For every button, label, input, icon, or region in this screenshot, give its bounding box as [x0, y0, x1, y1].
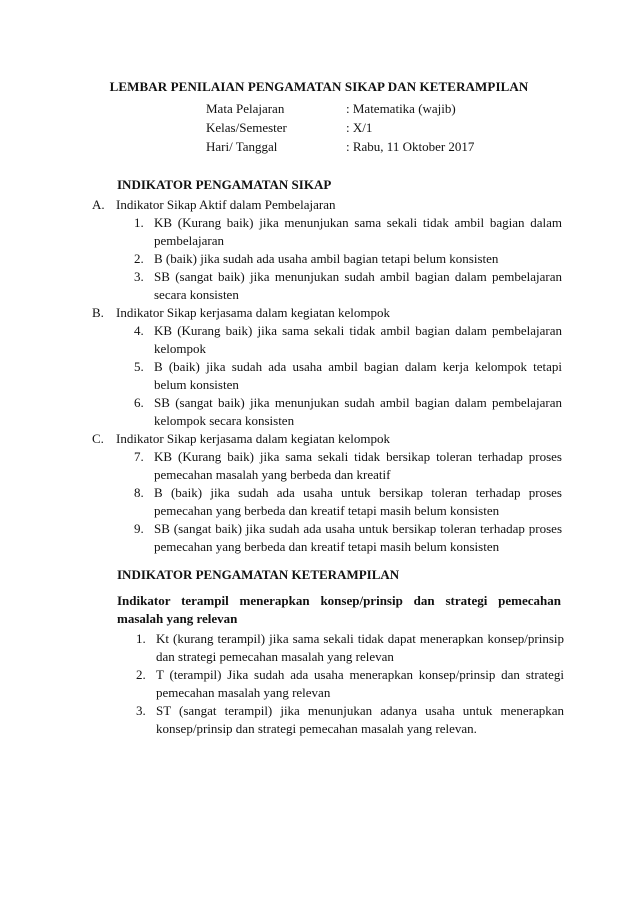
list-item [134, 358, 572, 394]
section-title: Indikator Sikap Aktif dalam Pembelajaran [116, 197, 336, 212]
meta-row-subject [206, 100, 474, 119]
item-number: 7. [134, 449, 144, 464]
item-text: SB (sangat baik) jika menunjukan sudah ambil bagian dalam pembelajaran secara konsisten [154, 269, 562, 302]
section-letter: C. [92, 431, 104, 446]
sikap-heading: INDIKATOR PENGAMATAN SIKAP [117, 177, 332, 192]
item-text: B (baik) jika sudah ada usaha untuk bersikap toleran terhadap proses pemecahan yang berbeda dan kreatif tetapi masih belum konsisten [154, 485, 562, 518]
item-number: 1. [134, 215, 144, 230]
list-item [134, 448, 572, 484]
item-text: KB (Kurang baik) jika sama sekali tidak bersikap toleran terhadap proses pemecahan masalah yang berbeda dan kreatif [154, 449, 562, 482]
list-item [134, 250, 572, 268]
item-number: 2. [134, 251, 144, 266]
meta-info-block [206, 100, 474, 157]
section-letter: A. [92, 197, 105, 212]
meta-value: : Matematika (wajib) [346, 101, 456, 116]
keterampilan-subheading: Indikator terampil menerapkan konsep/prinsip dan strategi pemecahan masalah yang relevan [117, 593, 561, 626]
section-header-c [92, 430, 572, 448]
sikap-indicator-list [92, 196, 572, 556]
item-text: SB (sangat baik) jika menunjukan sudah ambil bagian dalam pembelajaran kelompok secara konsisten [154, 395, 562, 428]
meta-label: Hari/ Tanggal [206, 139, 278, 154]
list-item [134, 520, 572, 556]
section-items-b [92, 322, 572, 430]
meta-row-date [206, 138, 474, 157]
list-item [136, 630, 566, 666]
item-number: 2. [136, 667, 146, 682]
item-number: 8. [134, 485, 144, 500]
item-number: 6. [134, 395, 144, 410]
list-item [134, 268, 572, 304]
meta-value: : X/1 [346, 120, 373, 135]
section-header-a [92, 196, 572, 214]
item-text: KB (Kurang baik) jika sama sekali tidak ambil bagian dalam pembelajaran kelompok [154, 323, 562, 356]
list-item [134, 484, 572, 520]
item-number: 3. [134, 269, 144, 284]
section-header-b [92, 304, 572, 322]
list-item [134, 322, 572, 358]
item-text: T (terampil) Jika sudah ada usaha menerapkan konsep/prinsip dan strategi pemecahan masalah yang relevan [156, 667, 564, 700]
meta-label: Mata Pelajaran [206, 101, 285, 116]
section-title: Indikator Sikap kerjasama dalam kegiatan kelompok [116, 305, 390, 320]
keterampilan-heading: INDIKATOR PENGAMATAN KETERAMPILAN [117, 567, 400, 582]
item-text: B (baik) jika sudah ada usaha ambil bagian dalam kerja kelompok tetapi belum konsisten [154, 359, 562, 392]
item-text: ST (sangat terampil) jika menunjukan adanya usaha untuk menerapkan konsep/prinsip dan strategi pemecahan masalah yang relevan. [156, 703, 564, 736]
item-number: 1. [136, 631, 146, 646]
item-text: B (baik) jika sudah ada usaha ambil bagian tetapi belum konsisten [154, 251, 499, 266]
item-number: 4. [134, 323, 144, 338]
section-items-a [92, 214, 572, 304]
item-number: 3. [136, 703, 146, 718]
section-items-c [92, 448, 572, 556]
item-text: Kt (kurang terampil) jika sama sekali tidak dapat menerapkan konsep/prinsip dan strategi pemecahan masalah yang relevan [156, 631, 564, 664]
list-item [136, 666, 566, 702]
section-letter: B. [92, 305, 104, 320]
list-item [134, 214, 572, 250]
item-text: SB (sangat baik) jika sudah ada usaha untuk bersikap toleran terhadap proses pemecahan yang berbeda dan kreatif tetapi masih belum konsisten [154, 521, 562, 554]
keterampilan-indicator-list [136, 630, 566, 738]
list-item [134, 394, 572, 430]
item-number: 5. [134, 359, 144, 374]
section-title: Indikator Sikap kerjasama dalam kegiatan kelompok [116, 431, 390, 446]
document-title: LEMBAR PENILAIAN PENGAMATAN SIKAP DAN KETERAMPILAN [109, 79, 529, 94]
meta-value: : Rabu, 11 Oktober 2017 [346, 139, 475, 154]
meta-row-class [206, 119, 474, 138]
item-text: KB (Kurang baik) jika menunjukan sama sekali tidak ambil bagian dalam pembelajaran [154, 215, 562, 248]
list-item [136, 702, 566, 738]
item-number: 9. [134, 521, 144, 536]
meta-label: Kelas/Semester [206, 120, 287, 135]
